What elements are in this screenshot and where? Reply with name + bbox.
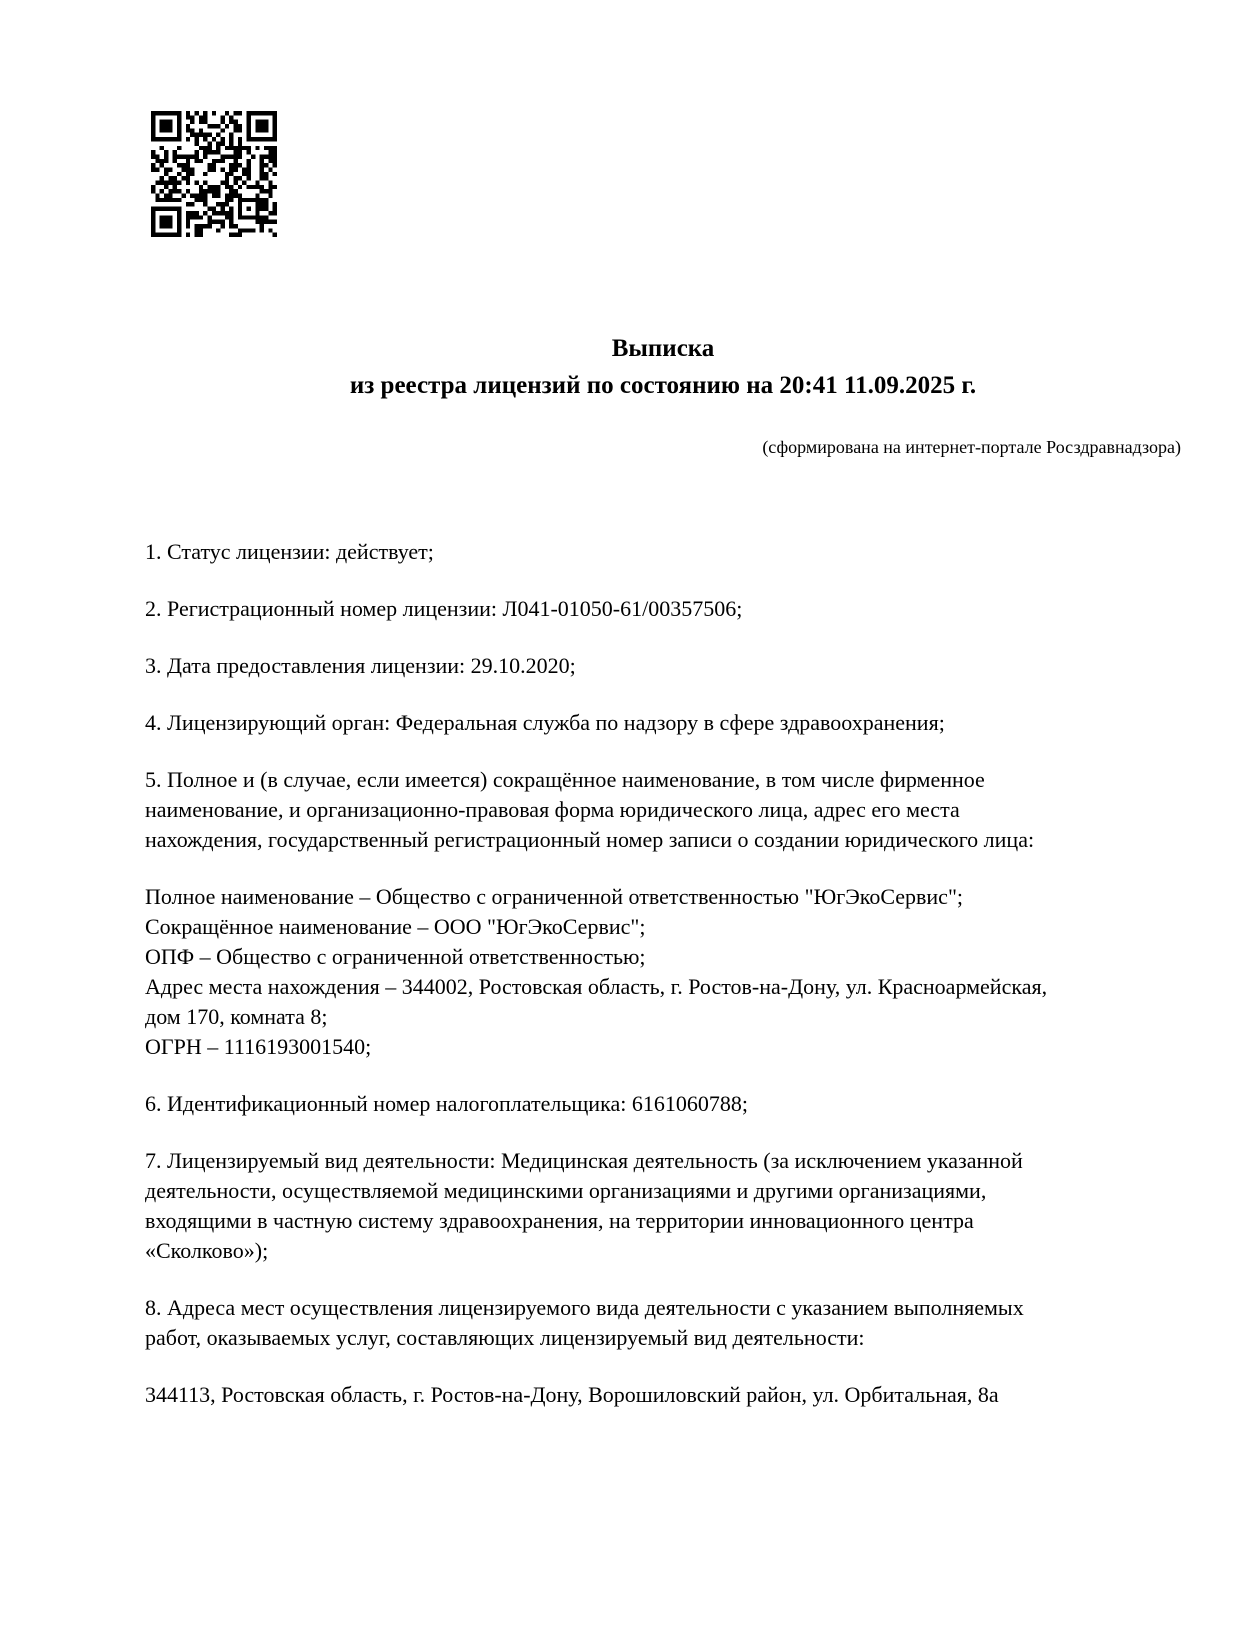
title-line-1: Выписка	[611, 335, 715, 362]
paragraph-line: 344113, Ростовская область, г. Ростов-на-Дону, Ворошиловский район, ул. Орбитальная, 8а	[145, 1382, 999, 1407]
document-title	[145, 330, 1181, 404]
paragraph-line: работ, оказываемых услуг, составляющих лицензируемый вид деятельности:	[145, 1325, 865, 1350]
document-content	[145, 0, 1181, 1437]
paragraph-line: 4. Лицензирующий орган: Федеральная служба по надзору в сфере здравоохранения;	[145, 710, 945, 735]
paragraph-taxpayer-number	[145, 1089, 1181, 1119]
document-subtitle: (сформирована на интернет-портале Росздравнадзора)	[762, 437, 1181, 457]
paragraph-grant-date	[145, 651, 1181, 681]
paragraph-activity-type	[145, 1146, 1181, 1266]
paragraph-activity-addresses-heading	[145, 1293, 1181, 1353]
paragraph-line: 1. Статус лицензии: действует;	[145, 539, 434, 564]
title-line-2: из реестра лицензий по состоянию на 20:41 11.09.2025 г.	[349, 372, 977, 399]
paragraph-license-status	[145, 537, 1181, 567]
paragraph-line: 2. Регистрационный номер лицензии: Л041-01050-61/00357506;	[145, 596, 743, 621]
paragraph-activity-address	[145, 1380, 1181, 1410]
paragraph-line: Адрес места нахождения – 344002, Ростовская область, г. Ростов-на-Дону, ул. Красноармейская,	[145, 974, 1048, 999]
paragraph-line: Сокращённое наименование – ООО "ЮгЭкоСервис";	[145, 914, 646, 939]
paragraph-line: ОПФ – Общество с ограниченной ответственностью;	[145, 944, 646, 969]
paragraph-line: деятельности, осуществляемой медицинскими организациями и другими организациями,	[145, 1178, 987, 1203]
paragraph-line: нахождения, государственный регистрационный номер записи о создании юридического лица:	[145, 827, 1035, 852]
paragraph-line: ОГРН – 1116193001540;	[145, 1034, 372, 1059]
paragraph-line: Полное наименование – Общество с ограниченной ответственностью "ЮгЭкоСервис";	[145, 884, 964, 909]
document-body	[145, 537, 1181, 1410]
paragraph-line: 6. Идентификационный номер налогоплательщика: 6161060788;	[145, 1091, 748, 1116]
paragraph-registration-number	[145, 594, 1181, 624]
paragraph-line: входящими в частную систему здравоохранения, на территории инновационного центра	[145, 1208, 974, 1233]
paragraph-entity-details	[145, 882, 1181, 1062]
paragraph-line: 5. Полное и (в случае, если имеется) сокращённое наименование, в том числе фирменное	[145, 767, 985, 792]
paragraph-line: 8. Адреса мест осуществления лицензируемого вида деятельности с указанием выполняемых	[145, 1295, 1024, 1320]
paragraph-licensing-authority	[145, 708, 1181, 738]
paragraph-entity-names-heading	[145, 765, 1181, 855]
paragraph-line: 7. Лицензируемый вид деятельности: Медицинская деятельность (за исключением указанной	[145, 1148, 1023, 1173]
paragraph-line: «Сколково»);	[145, 1238, 269, 1263]
paragraph-line: дом 170, комната 8;	[145, 1004, 328, 1029]
paragraph-line: наименование, и организационно-правовая форма юридического лица, адрес его места	[145, 797, 960, 822]
paragraph-line: 3. Дата предоставления лицензии: 29.10.2020;	[145, 653, 576, 678]
